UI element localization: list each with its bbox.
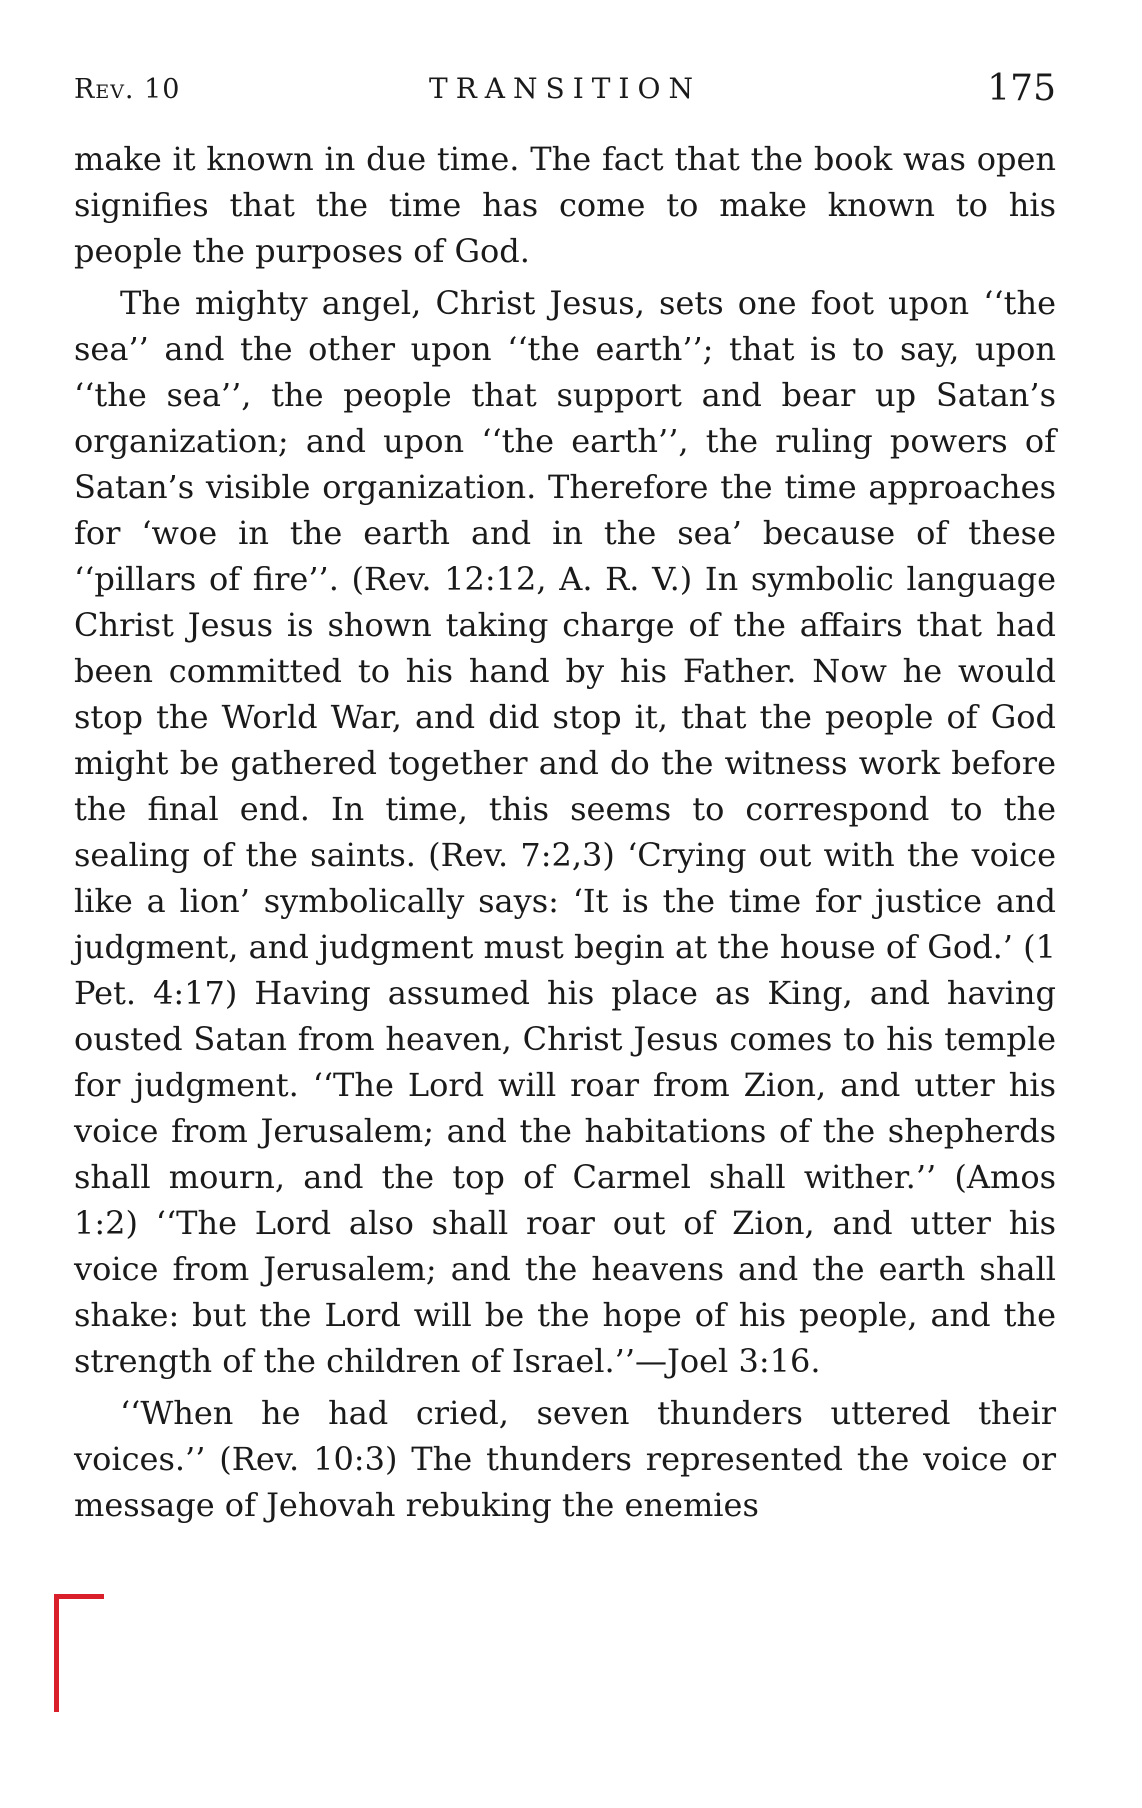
margin-bracket-vertical xyxy=(54,1594,59,1712)
paragraph-seven-thunders: ‘‘When he had cried, seven thunders uttered their voices.’’ (Rev. 10:3) The thunders represented the voice or message of Jehovah rebuking the enemies xyxy=(74,1394,1056,1524)
paragraph-continued: make it known in due time. The fact that the book was open signifies that the time has come to make known to his people the purposes of God. xyxy=(74,140,1056,270)
page-number: 175 xyxy=(987,68,1056,109)
margin-bracket-horizontal xyxy=(54,1594,104,1599)
body-text xyxy=(74,136,1056,1528)
running-head xyxy=(74,66,1056,114)
margin-bracket-mark xyxy=(54,1594,104,1712)
paragraph-mighty-angel: The mighty angel, Christ Jesus, sets one foot upon ‘‘the sea’’ and the other upon ‘‘the earth’’; that is to say, upon ‘‘the sea’’, the people that support and bear up Satan’s organization; and upon ‘‘the earth’’, the ruling powers of Satan’s visible organization. Therefore the time approaches for ‘woe in the earth and in the sea’ because of these ‘‘pillars of fire’’. (Rev. 12:12, A. R. V.) In symbolic language Christ Jesus is shown taking charge of the affairs that had been committed to his hand by his Father. Now he would stop the World War, and did stop it, that the people of God might be gathered together and do the witness work before the final end. In time, this seems to correspond to the sealing of the saints. (Rev. 7:2,3) ‘Crying out with the voice like a lion’ symbolically says: ‘It is the time for justice and judgment, and judgment must begin at the house of God.’ (1 Pet. 4:17) Having assumed his place as King, and having ousted Satan from heaven, Christ Jesus comes to his temple for judgment. ‘‘The Lord will roar from Zion, and utter his voice from Jerusalem; and the habitations of the shepherds shall mourn, and the top of Carmel shall wither.’’ (Amos 1:2) ‘‘The Lord also shall roar out of Zion, and utter his voice from Jerusalem; and the heavens and the earth shall shake: but the Lord will be the hope of his people, and the strength of the children of Israel.’’—Joel 3:16. xyxy=(74,284,1056,1380)
running-head-title: TRANSITION xyxy=(429,72,701,105)
running-head-chapter: Rev. 10 xyxy=(74,74,181,105)
